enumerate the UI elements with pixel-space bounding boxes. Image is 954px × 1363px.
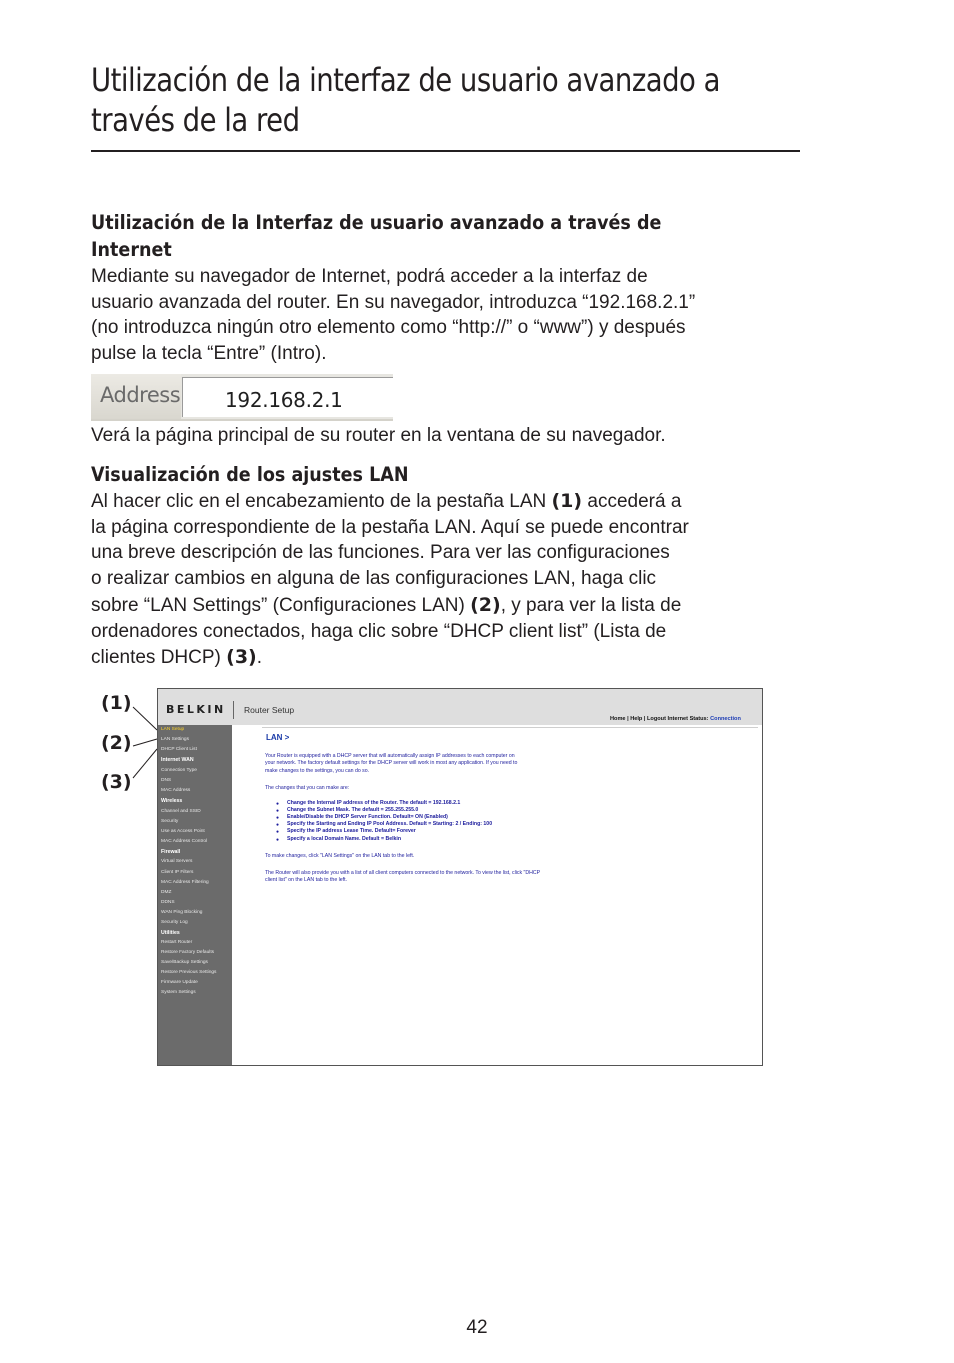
page-title <box>91 60 727 140</box>
paragraph-line <box>91 645 811 671</box>
page-title-line-2: través de la red <box>91 101 300 139</box>
sidebar-item[interactable]: Restore Factory Defaults <box>161 950 215 955</box>
address-bar-image <box>91 374 393 421</box>
text-run: sobre “LAN Settings” (Configuraciones LAN) <box>91 595 471 616</box>
bullet-item: Enable/Disable the DHCP Server Function. Default= ON (Enabled) <box>287 814 448 820</box>
connection-status: Connection <box>710 716 741 722</box>
belkin-logo: BELKIN <box>166 703 226 716</box>
bullet-dot: ● <box>276 837 280 843</box>
text-run: clientes DHCP) <box>91 647 227 668</box>
sidebar-item[interactable]: MAC Address Control <box>161 839 208 844</box>
bullet-item: Specify the IP address Lease Time. Default= Forever <box>287 828 416 834</box>
sidebar-item[interactable]: LAN Settings <box>161 737 189 742</box>
intro-line: make changes to the settings, you can do so. <box>265 768 370 774</box>
client-list-line: client list" on the LAN tab to the left. <box>265 877 348 883</box>
to-make-changes: To make changes, click "LAN Settings" on the LAN tab to the left. <box>265 853 415 859</box>
ref-1: (1) <box>551 490 583 512</box>
paragraph-line: Mediante su navegador de Internet, podrá acceder a la interfaz de <box>91 266 648 287</box>
sidebar-item[interactable]: Use as Access Point <box>161 829 205 834</box>
lan-heading[interactable]: LAN > <box>266 733 290 742</box>
callout-3: (3) <box>101 771 132 793</box>
sidebar-item[interactable]: Firewall <box>161 849 181 855</box>
sidebar-item[interactable]: DHCP Client List <box>161 747 197 752</box>
sidebar-item[interactable]: System Settings <box>161 990 196 995</box>
sidebar-item[interactable]: Restore Previous Settings <box>161 970 217 975</box>
paragraph-line <box>91 593 811 619</box>
paragraph-line: pulse la tecla “Entre” (Intro). <box>91 342 327 364</box>
sidebar-item[interactable]: MAC Address Filtering <box>161 880 209 885</box>
paragraph-line: (no introduzca ningún otro elemento como “http://” o “www”) y después <box>91 317 686 338</box>
bullet-item: Specify a local Domain Name. Default = Belkin <box>287 836 402 842</box>
router-screenshot <box>157 688 763 1066</box>
bullet-dot: ● <box>276 815 280 821</box>
sidebar-item[interactable]: Connection Type <box>161 768 197 773</box>
paragraph-line: ordenadores conectados, haga clic sobre “DHCP client list” (Lista de <box>91 620 667 642</box>
router-sidebar <box>158 725 232 1066</box>
ref-3: (3) <box>226 646 257 668</box>
callout-2: (2) <box>101 732 132 754</box>
header-links-text[interactable]: Home | Help | Logout Internet Status: <box>610 716 709 722</box>
lan-paragraph <box>91 489 811 671</box>
intro-line: your network. The factory default settings for the DHCP server will work in most any application. If you need to <box>265 760 518 766</box>
paragraph-line: Verá la página principal de su router en la ventana de su navegador. <box>91 425 666 446</box>
bullet-item: Change the Subnet Mask. The default = 255.255.255.0 <box>287 807 419 813</box>
client-list-line: The Router will also provide you with a list of all client computers connected to the network. To view the list, click "DHCP <box>265 870 541 876</box>
sidebar-item[interactable]: Firmware Update <box>161 980 198 985</box>
sidebar-item[interactable]: DMZ <box>161 890 172 895</box>
bullet-dot: ● <box>276 808 280 814</box>
text-run: , y para ver la lista de <box>500 595 682 616</box>
page-title-line-1: Utilización de la interfaz de usuario avanzado a <box>91 61 720 99</box>
bullet-dot: ● <box>276 822 280 828</box>
paragraph-line <box>91 489 811 515</box>
changes-label: The changes that you can make are: <box>265 785 350 791</box>
sidebar-item[interactable]: LAN Setup <box>161 727 185 732</box>
page-number: 42 <box>466 1317 488 1338</box>
bullet-item: Change the Internal IP address of the Router. The default = 192.168.2.1 <box>287 800 461 806</box>
sidebar-item[interactable]: Restart Router <box>161 940 193 945</box>
sidebar-item[interactable]: MAC Address <box>161 788 191 793</box>
sidebar-item[interactable]: Security <box>161 819 179 824</box>
text-run: . <box>256 647 263 668</box>
sidebar-item[interactable]: Wireless <box>161 798 183 804</box>
sidebar-item[interactable]: Virtual Servers <box>161 859 193 864</box>
callout-1: (1) <box>101 692 132 714</box>
ref-2: (2) <box>470 594 501 616</box>
bullet-dot: ● <box>276 829 280 835</box>
main-top-rule <box>262 727 758 728</box>
paragraph-line: la página correspondiente de la pestaña LAN. Aquí se puede encontrar <box>91 516 689 538</box>
title-divider <box>91 150 800 152</box>
intro-paragraph <box>91 264 811 366</box>
address-field: 192.168.2.1 <box>182 377 393 417</box>
bullet-item: Specify the Starting and Ending IP Pool Address. Default = Starting: 2 / Ending: 100 <box>287 821 493 827</box>
after-address-text <box>91 423 811 449</box>
section-heading-line-2: Internet <box>91 238 172 261</box>
sidebar-item[interactable]: Utilities <box>161 930 180 936</box>
router-header <box>158 689 762 725</box>
sidebar-item[interactable]: Channel and SSID <box>161 809 201 814</box>
address-label: Address <box>91 374 181 419</box>
sidebar-item[interactable]: Security Log <box>161 920 188 925</box>
text-run: accederá a <box>582 491 682 512</box>
bullet-dot: ● <box>276 801 280 807</box>
router-main <box>232 725 762 1066</box>
router-setup-title: Router Setup <box>244 705 295 715</box>
paragraph-line: o realizar cambios en alguna de las configuraciones LAN, haga clic <box>91 567 657 589</box>
sidebar-item[interactable]: Save/Backup Settings <box>161 960 208 965</box>
section-heading-internet <box>91 209 793 263</box>
header-links[interactable] <box>610 716 741 722</box>
paragraph-line: una breve descripción de las funciones. Para ver las configuraciones <box>91 542 670 563</box>
header-separator <box>233 701 234 719</box>
section-heading-line-1: Utilización de la Interfaz de usuario avanzado a través de <box>91 211 662 234</box>
text-run: Al hacer clic en el encabezamiento de la pestaña LAN <box>91 491 552 512</box>
paragraph-line: usuario avanzada del router. En su navegador, introduzca “192.168.2.1” <box>91 291 696 313</box>
sidebar-item[interactable]: DDNS <box>161 900 175 905</box>
intro-line: Your Router is equipped with a DHCP server that will automatically assign IP addresses to each computer on <box>265 753 515 759</box>
sidebar-item[interactable]: Internet WAN <box>161 757 194 763</box>
sidebar-item[interactable]: Client IP Filters <box>161 870 194 875</box>
section-heading-lan: Visualización de los ajustes LAN <box>91 463 409 486</box>
sidebar-item[interactable]: WAN Ping Blocking <box>161 910 203 915</box>
sidebar-item[interactable]: DNS <box>161 778 172 783</box>
